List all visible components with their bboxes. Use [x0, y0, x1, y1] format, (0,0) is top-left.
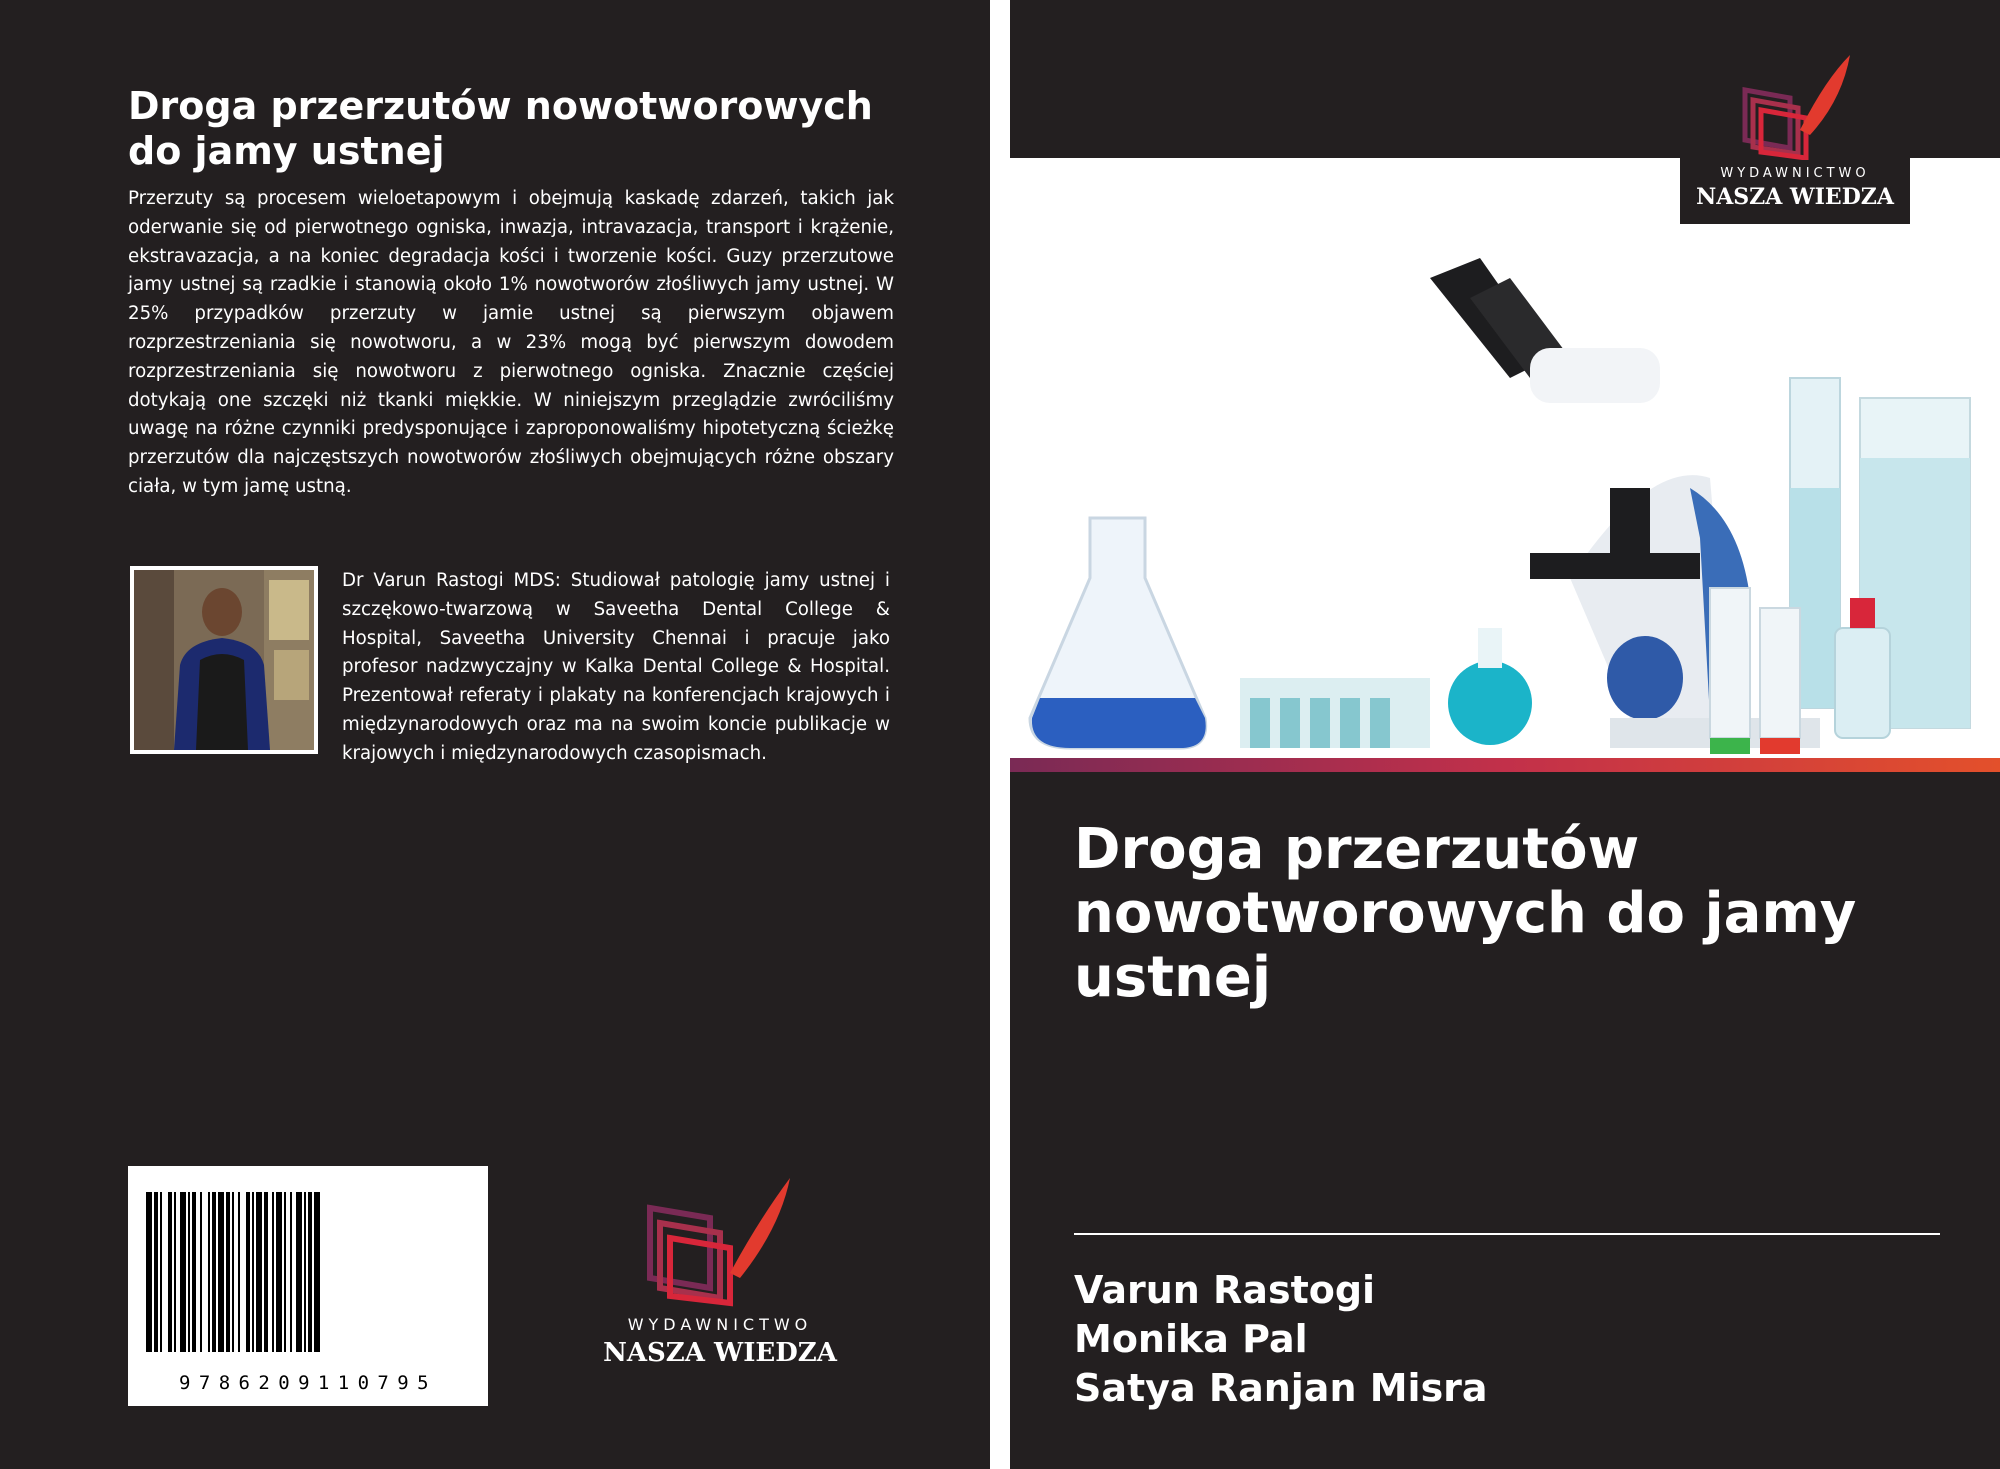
barcode-bar [308, 1192, 312, 1352]
isbn-barcode [128, 1166, 488, 1406]
barcode-bar [174, 1192, 176, 1352]
front-cover-title: Droga przerzutów nowotworowych do jamy ustnej [1074, 817, 1857, 1010]
barcode-bar [272, 1192, 274, 1352]
barcode-bar [264, 1192, 268, 1352]
author-photo [130, 566, 318, 754]
book-quill-icon [1680, 20, 1910, 160]
barcode-bar [192, 1192, 196, 1352]
publisher-line2-front: NASZA WIEDZA [1696, 184, 1894, 210]
author-name: Monika Pal [1074, 1317, 1308, 1361]
barcode-bar [160, 1192, 162, 1352]
barcode-bar [256, 1192, 262, 1352]
barcode-bar [200, 1192, 202, 1352]
barcode-bar [232, 1192, 234, 1352]
barcode-bar [252, 1192, 254, 1352]
barcode-bar [188, 1192, 190, 1352]
publisher-line2: NASZA WIEDZA [603, 1338, 837, 1368]
publisher-line1-front: WYDAWNICTWO [1720, 166, 1870, 181]
barcode-bar [218, 1192, 224, 1352]
accent-stripe [1010, 758, 2000, 772]
barcode-bar [146, 1192, 152, 1352]
barcode-bar [314, 1192, 320, 1352]
barcode-digits: 9786209110795 [179, 1372, 437, 1394]
barcode-bar [226, 1192, 230, 1352]
spine-gap [990, 0, 1010, 1469]
author-bio: Dr Varun Rastogi MDS: Studiował patologię jamy ustnej i szczękowo-twarzową w Saveetha Dental College & Hospital, Saveetha University Chennai i pracuje jako profesor nadzwyczajny w Kalka Dental College & Hospital. Prezentował referaty i plakaty na konferencjach krajowych i międzynarodowych oraz ma na swoim koncie publikacje w krajowych i międzynarodowych czasopismach. [342, 570, 890, 764]
author-name: Satya Ranjan Misra [1074, 1366, 1488, 1410]
barcode-bar [296, 1192, 302, 1352]
publisher-logo-front [1680, 0, 1910, 224]
barcode-bar [246, 1192, 250, 1352]
author-name: Varun Rastogi [1074, 1268, 1376, 1312]
barcode-bar [212, 1192, 216, 1352]
barcode-bar [238, 1192, 240, 1352]
book-quill-icon [590, 1178, 850, 1308]
back-cover [0, 0, 990, 1469]
publisher-line1: WYDAWNICTWO [627, 1315, 813, 1334]
author-list [1074, 1266, 1954, 1413]
laboratory-illustration [1010, 158, 2000, 758]
barcode-bar [154, 1192, 158, 1352]
publisher-logo-back [590, 1178, 850, 1378]
barcode-bar [168, 1192, 172, 1352]
barcode-bar [290, 1192, 292, 1352]
barcode-bar [304, 1192, 306, 1352]
barcode-bar [180, 1192, 186, 1352]
barcode-bar [208, 1192, 210, 1352]
back-cover-blurb: Przerzuty są procesem wieloetapowym i obejmują kaskadę zdarzeń, takich jak oderwanie się od pierwotnego ogniska, inwazja, intravazacja, transport i krążenie, ekstravazacja, a na koniec degradacja kości i tworzenie kości. Guzy przerzutowe jamy ustnej są rzadkie i stanowią około 1% nowotworów złośliwych jamy ustnej. W 25% przypadków przerzuty w jamie ustnej są pierwszym objawem rozprzestrzeniania się nowotworu, a w 23% mogą być pierwszym dowodem rozprzestrzeniania się nowotworu z pierwotnego ogniska. Znacznie częściej dotykają one szczęki niż tkanki miękkie. W niniejszym przeglądzie zwróciliśmy uwagę na różne czynniki predysponujące i zaproponowaliśmy hipotetyczną ścieżkę przerzutów dla najczęstszych nowotworów złośliwych obejmujących różne obszary ciała, w tym jamę ustną. [128, 188, 894, 497]
back-cover-title: Droga przerzutów nowotworowych do jamy ustnej [128, 84, 873, 173]
barcode-bar [284, 1192, 286, 1352]
barcode-bar [276, 1192, 282, 1352]
front-cover [1010, 0, 2000, 1469]
divider-line [1074, 1233, 1940, 1235]
